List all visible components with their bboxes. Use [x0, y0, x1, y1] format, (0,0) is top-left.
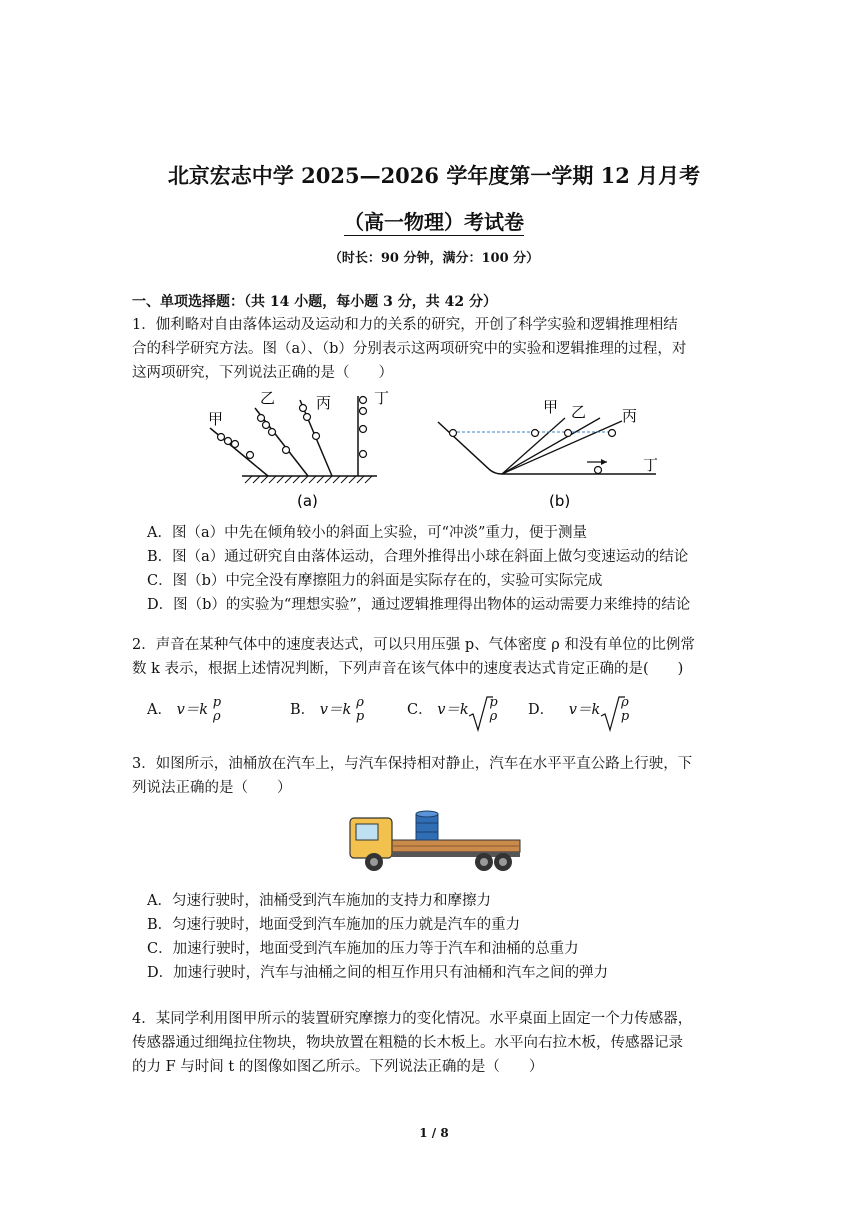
q1-stem-line-2: 合的科学研究方法。图（a）、（b）分别表示这两项研究中的实验和逻辑推理的过程，对 [132, 341, 687, 357]
q2-option-d-sqrt [605, 696, 629, 724]
q2-option-d-den: p [620, 709, 630, 724]
q2-option-b-fraction [356, 696, 364, 724]
fig-b-label-jia: 甲 [543, 398, 559, 416]
q2-option-c-lhs: v＝k [437, 702, 469, 718]
q2-option-a-lhs: v＝k [176, 702, 209, 718]
subtitle-text: （高一物理）考试卷 [344, 210, 524, 234]
q4-stem-line-3: 的力 F 与时间 t 的图像如图乙所示。下列说法正确的是（ ） [132, 1059, 544, 1075]
q2-option-d-num: ρ [621, 695, 629, 710]
page-number: 1 / 8 [419, 1126, 449, 1140]
q2-option-a-num: p [212, 695, 222, 710]
q3-option-c: C．加速行驶时，地面受到汽车施加的压力等于汽车和油桶的总重力 [147, 941, 579, 957]
q2-option-a [147, 696, 221, 724]
fig-b-label-yi: 乙 [571, 403, 587, 421]
q2-option-b-lhs: v＝k [319, 702, 352, 718]
exam-meta: （时长：90 分钟，满分：100 分） [328, 251, 540, 266]
q1-figure [190, 388, 680, 513]
q3-stem-line-2: 列说法正确的是（ ） [132, 780, 292, 796]
sqrt-sign-icon [467, 696, 493, 732]
q4-stem-line-1: 4．某同学利用图甲所示的装置研究摩擦力的变化情况。水平桌面上固定一个力传感器， [132, 1011, 693, 1027]
q3-option-b: B．匀速行驶时，地面受到汽车施加的压力就是汽车的重力 [147, 917, 521, 933]
q2-stem-line-2: 数 k 表示，根据上述情况判断，下列声音在该气体中的速度表达式肯定正确的是( ) [132, 661, 684, 677]
q4-stem-line-2: 传感器通过细绳拉住物块，物块放置在粗糙的长木板上。水平向右拉木板，传感器记录 [132, 1035, 683, 1051]
q2-option-a-den: ρ [213, 709, 221, 724]
q2-option-b-den: p [355, 709, 365, 724]
sqrt-sign-icon [599, 696, 625, 732]
fig-b-caption: (b) [549, 492, 571, 510]
fig-b-label-bing: 丙 [622, 407, 638, 425]
oil-barrel-icon [416, 811, 438, 840]
figure-b [438, 398, 658, 510]
q2-option-c-num: p [489, 695, 498, 710]
q2-option-c-den: ρ [489, 709, 498, 724]
fig-a-label-jia: 甲 [208, 410, 224, 428]
q2-option-a-label: A． [147, 702, 172, 718]
fig-a-caption: (a) [297, 492, 318, 510]
q1-option-b: B．图（a）通过研究自由落体运动，合理外推得出小球在斜面上做匀变速运动的结论 [147, 549, 689, 565]
q1-option-c: C．图（b）中完全没有摩擦阻力的斜面是实际存在的，实验可实际完成 [147, 573, 603, 589]
q1-stem-line-1: 1．伽利略对自由落体运动及运动和力的关系的研究，开创了科学实验和逻辑推理相结 [132, 317, 678, 333]
q2-option-c-label: C． [407, 702, 433, 718]
q1-option-a: A．图（a）中先在倾角较小的斜面上实验，可“冲淡”重力，便于测量 [147, 525, 587, 541]
exam-subtitle [0, 206, 868, 235]
fig-a-label-ding: 丁 [374, 389, 390, 407]
q1-option-d: D．图（b）的实验为“理想实验”，通过逻辑推理得出物体的运动需要力来维持的结论 [147, 597, 691, 613]
q2-option-d [528, 696, 629, 724]
q2-stem-line-1: 2．声音在某种气体中的速度表达式，可以只用压强 p、气体密度 ρ 和没有单位的比例常 [132, 637, 695, 653]
q2-option-b-label: B． [290, 702, 316, 718]
fig-b-label-ding: 丁 [643, 456, 659, 474]
section-heading: 一、单项选择题：（共 14 小题，每小题 3 分，共 42 分） [132, 294, 497, 310]
q3-option-a: A．匀速行驶时，油桶受到汽车施加的支持力和摩擦力 [147, 893, 491, 909]
q2-option-a-fraction [213, 696, 221, 724]
q3-option-d: D．加速行驶时，汽车与油桶之间的相互作用只有油桶和汽车之间的弹力 [147, 965, 609, 981]
q2-option-d-label: D． [528, 702, 555, 718]
q2-option-c-sqrt [473, 696, 497, 724]
q2-option-b [290, 696, 364, 724]
truck-figure [344, 808, 524, 876]
fig-a-label-bing: 丙 [316, 394, 332, 412]
exam-title: 北京宏志中学 2025—2026 学年度第一学期 12 月月考 [167, 163, 701, 188]
q1-stem-line-3: 这两项研究，下列说法正确的是（ ） [132, 365, 393, 381]
q3-stem-line-1: 3．如图所示，油桶放在汽车上，与汽车保持相对静止，汽车在水平平直公路上行驶，下 [132, 756, 693, 772]
fig-a-label-yi: 乙 [260, 389, 276, 407]
q2-option-b-num: ρ [356, 695, 364, 710]
q2-option-d-lhs: v＝k [568, 702, 601, 718]
figure-a [208, 389, 389, 510]
q2-option-c [407, 696, 498, 724]
